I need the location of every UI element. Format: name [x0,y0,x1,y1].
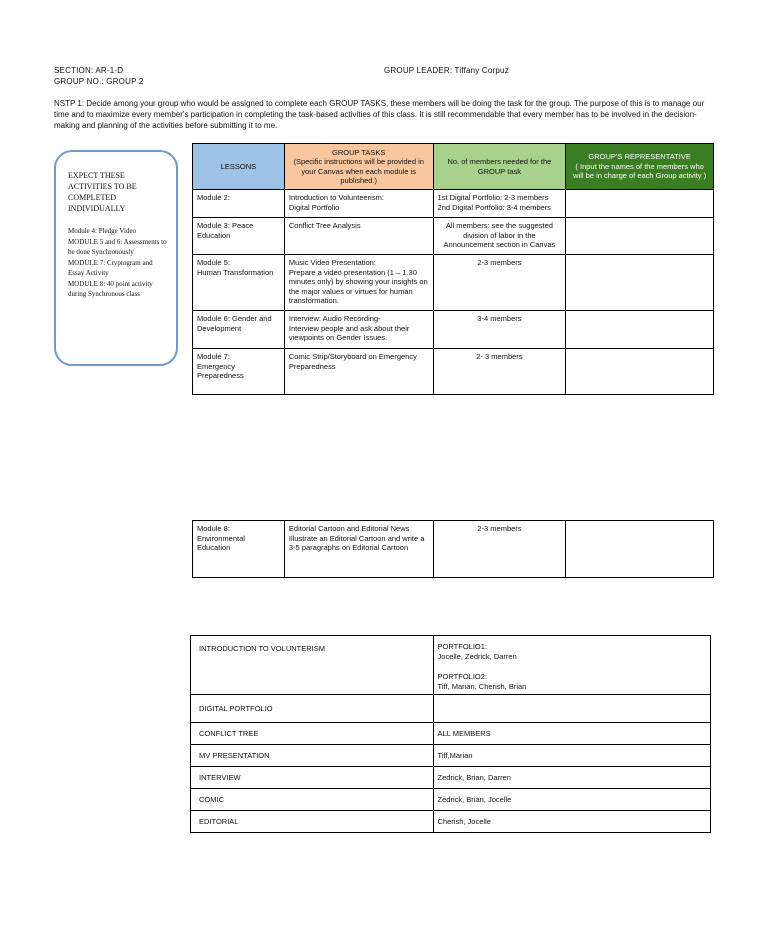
representative-cell[interactable] [566,218,714,255]
lesson-cell: Module 7: Emergency Preparedness [193,349,285,395]
activity-members: Tiff,Marian [433,745,710,767]
lessons-header: LESSONS [193,144,285,190]
individual-activities-notes: Module 4: Pledge Video MODULE 5 and 6: Assessments to be done Synchronously MODULE 7: Cryptogram and Essay Activity MODULE 8: 40 point activity during Synchronous class [68,227,167,298]
activity-label: EDITORIAL [191,811,434,833]
representative-cell[interactable] [566,255,714,311]
individual-activities-heading: EXPECT THESE ACTIVITIES TO BE COMPLETED INDIVIDUALLY [68,171,137,213]
lesson-cell: Module 3: Peace Education [193,218,285,255]
digital-portfolio-label: DIGITAL PORTFOLIO [191,695,434,723]
activity-label: MV PRESENTATION [191,745,434,767]
portfolio-assignments: PORTFOLIO1: Jocelle, Zedrick, Darren PORTFOLIO2: Tiff, Marian, Cherish, Brian [433,636,710,695]
members-cell: 1st Digital Portfolio: 2-3 members 2nd Digital Portfolio: 3-4 members [433,190,566,218]
group-leader-label: GROUP LEADER: Tiffany Corpuz [384,66,509,75]
activity-members: Zedrick, Brian, Darren [433,767,710,789]
table-row [191,695,711,723]
task-cell: Introduction to Volunteerism: Digital Portfolio [284,190,433,218]
group-number-label: GROUP NO.: GROUP 2 [54,77,144,86]
activity-label: INTERVIEW [191,767,434,789]
module-8-table [192,520,714,578]
table-row [191,789,711,811]
members-cell: All members: see the suggested division of labor in the Announcement section in Canvas [433,218,566,255]
table-row [191,811,711,833]
activity-members: Cherish, Jocelle [433,811,710,833]
members-cell: 2- 3 members [433,349,566,395]
activity-label: COMIC [191,789,434,811]
table-row [191,636,711,695]
lesson-cell: Module 8: Environmental Education [193,521,285,578]
members-cell: 2-3 members [433,521,566,578]
table-row [191,745,711,767]
group-tasks-table [192,143,714,395]
task-cell: Editorial Cartoon and Editorial News Illustrate an Editorial Cartoon and write a 3-5 paragraphs on Editorial Cartoon [284,521,433,578]
members-cell: 2-3 members [433,255,566,311]
group-tasks-header: GROUP TASKS (Specific instructions will be provided in your Canvas when each module is published.) [284,144,433,190]
activity-label: CONFLICT TREE [191,723,434,745]
lesson-cell: Module 6: Gender and Development [193,311,285,349]
table-row [193,311,714,349]
table-row [193,190,714,218]
representative-cell[interactable] [566,521,714,578]
assignment-summary-table [190,635,711,833]
table-row [191,723,711,745]
instructions-paragraph: NSTP 1: Decide among your group who would be assigned to complete each GROUP TASKS, these members will be doing the task for the group. The purpose of this is to manage our time and to maximize every member's participation in completing the task-based activities of this class. It is still recommendable that every member has to be involved in the decision-making and planning of the activities before submitting it to me. [54,99,705,130]
lesson-cell: Module 5: Human Transformation [193,255,285,311]
representative-cell[interactable] [566,190,714,218]
representative-header: GROUP'S REPRESENTATIVE ( Input the names of the members who will be in charge of each Group activity ) [566,144,714,190]
task-cell: Music Video Presentation: Prepare a video presentation (1 – 1.30 minutes only) by showing your insights on the major values or virtues for human transformation. [284,255,433,311]
activity-members: Zedrick, Brian, Jocelle [433,789,710,811]
members-cell: 3-4 members [433,311,566,349]
table-row [193,218,714,255]
table-row [193,255,714,311]
table-row [191,767,711,789]
table-header-row [193,144,714,190]
representative-cell[interactable] [566,311,714,349]
activity-members: ALL MEMBERS [433,723,710,745]
members-needed-header: No. of members needed for the GROUP task [433,144,566,190]
task-cell: Comic Strip/Storyboard on Emergency Preparedness [284,349,433,395]
task-cell: Conflict Tree Analysis [284,218,433,255]
volunteerism-label: INTRODUCTION TO VOLUNTERISM [191,636,434,695]
table-row [193,521,714,578]
lesson-cell: Module 2: [193,190,285,218]
individual-activities-box [54,150,178,366]
representative-cell[interactable] [566,349,714,395]
task-cell: Interview: Audio Recording- Interview people and ask about their viewpoints on Gender Issues. [284,311,433,349]
section-label: SECTION: AR-1-D [54,66,124,75]
table-row [193,349,714,395]
digital-portfolio-value [433,695,710,723]
